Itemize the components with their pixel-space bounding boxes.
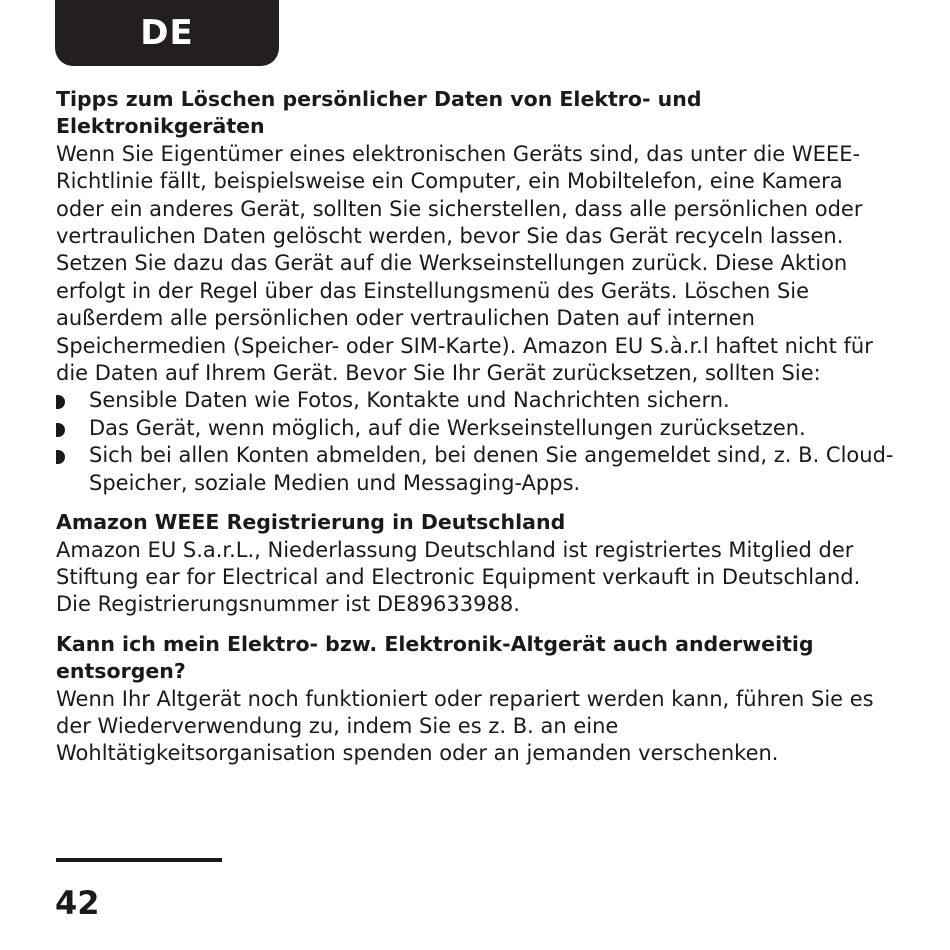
- bullet-icon: [56, 450, 65, 464]
- list-item: [56, 442, 896, 497]
- page-number: 42: [55, 884, 100, 922]
- bullet-icon: [56, 395, 65, 409]
- section-weee-registration: [56, 509, 896, 619]
- section-title: Amazon WEEE Registrierung in Deutschland: [56, 510, 566, 535]
- list-item-text: Das Gerät, wenn möglich, auf die Werkseinstellungen zurücksetzen.: [89, 415, 806, 440]
- paragraph: Wenn Sie Eigentümer eines elektronischen Geräts sind, das unter die WEEE-Richtlinie fällt, beispielsweise ein Computer, ein Mobiltelefon, eine Kamera oder ein anderes Gerät, sollten Sie sicherstellen, dass alle persönlichen oder vertraulichen Daten gelöscht werden, bevor Sie das Gerät recyceln lassen.: [56, 141, 863, 249]
- language-tab-label: DE: [140, 13, 194, 53]
- paragraph: Amazon EU S.a.r.L., Niederlassung Deutschland ist registriertes Mitglied der Stiftung ear for Electrical and Electronic Equipment verkauft in Deutschland. Die Registrierungsnummer ist DE89633988.: [56, 537, 861, 617]
- footer-divider: [56, 858, 222, 862]
- paragraph: Setzen Sie dazu das Gerät auf die Werkseinstellungen zurück. Diese Aktion erfolgt in der Regel über das Einstellungsmenü des Geräts. Löschen Sie außerdem alle persönlichen oder vertraulichen Daten auf internen Speichermedien (Speicher- oder SIM-Karte). Amazon EU S.à.r.l haftet nicht für die Daten auf Ihrem Gerät. Bevor Sie Ihr Gerät zurücksetzen, sollten Sie:: [56, 251, 873, 386]
- list-item-text: Sensible Daten wie Fotos, Kontakte und Nachrichten sichern.: [89, 388, 730, 413]
- list-item: [56, 415, 896, 442]
- section-data-deletion-tips: [56, 86, 896, 497]
- bullet-icon: [56, 423, 65, 437]
- section-title: Tipps zum Löschen persönlicher Daten von Elektro- und Elektronikgeräten: [56, 87, 702, 139]
- paragraph: Wenn Ihr Altgerät noch funktioniert oder repariert werden kann, führen Sie es der Wiederverwendung zu, indem Sie es z. B. an eine Wohltätigkeitsorganisation spenden oder an jemanden verschenken.: [56, 686, 874, 766]
- bullet-list: [56, 387, 896, 497]
- list-item: [56, 387, 896, 414]
- language-tab: [55, 0, 279, 66]
- page-content: [56, 86, 896, 768]
- list-item-text: Sich bei allen Konten abmelden, bei denen Sie angemeldet sind, z. B. Cloud-Speicher, soziale Medien und Messaging-Apps.: [89, 443, 894, 495]
- section-title: Kann ich mein Elektro- bzw. Elektronik-Altgerät auch anderweitig entsorgen?: [56, 631, 814, 684]
- section-alternative-disposal: [56, 631, 896, 768]
